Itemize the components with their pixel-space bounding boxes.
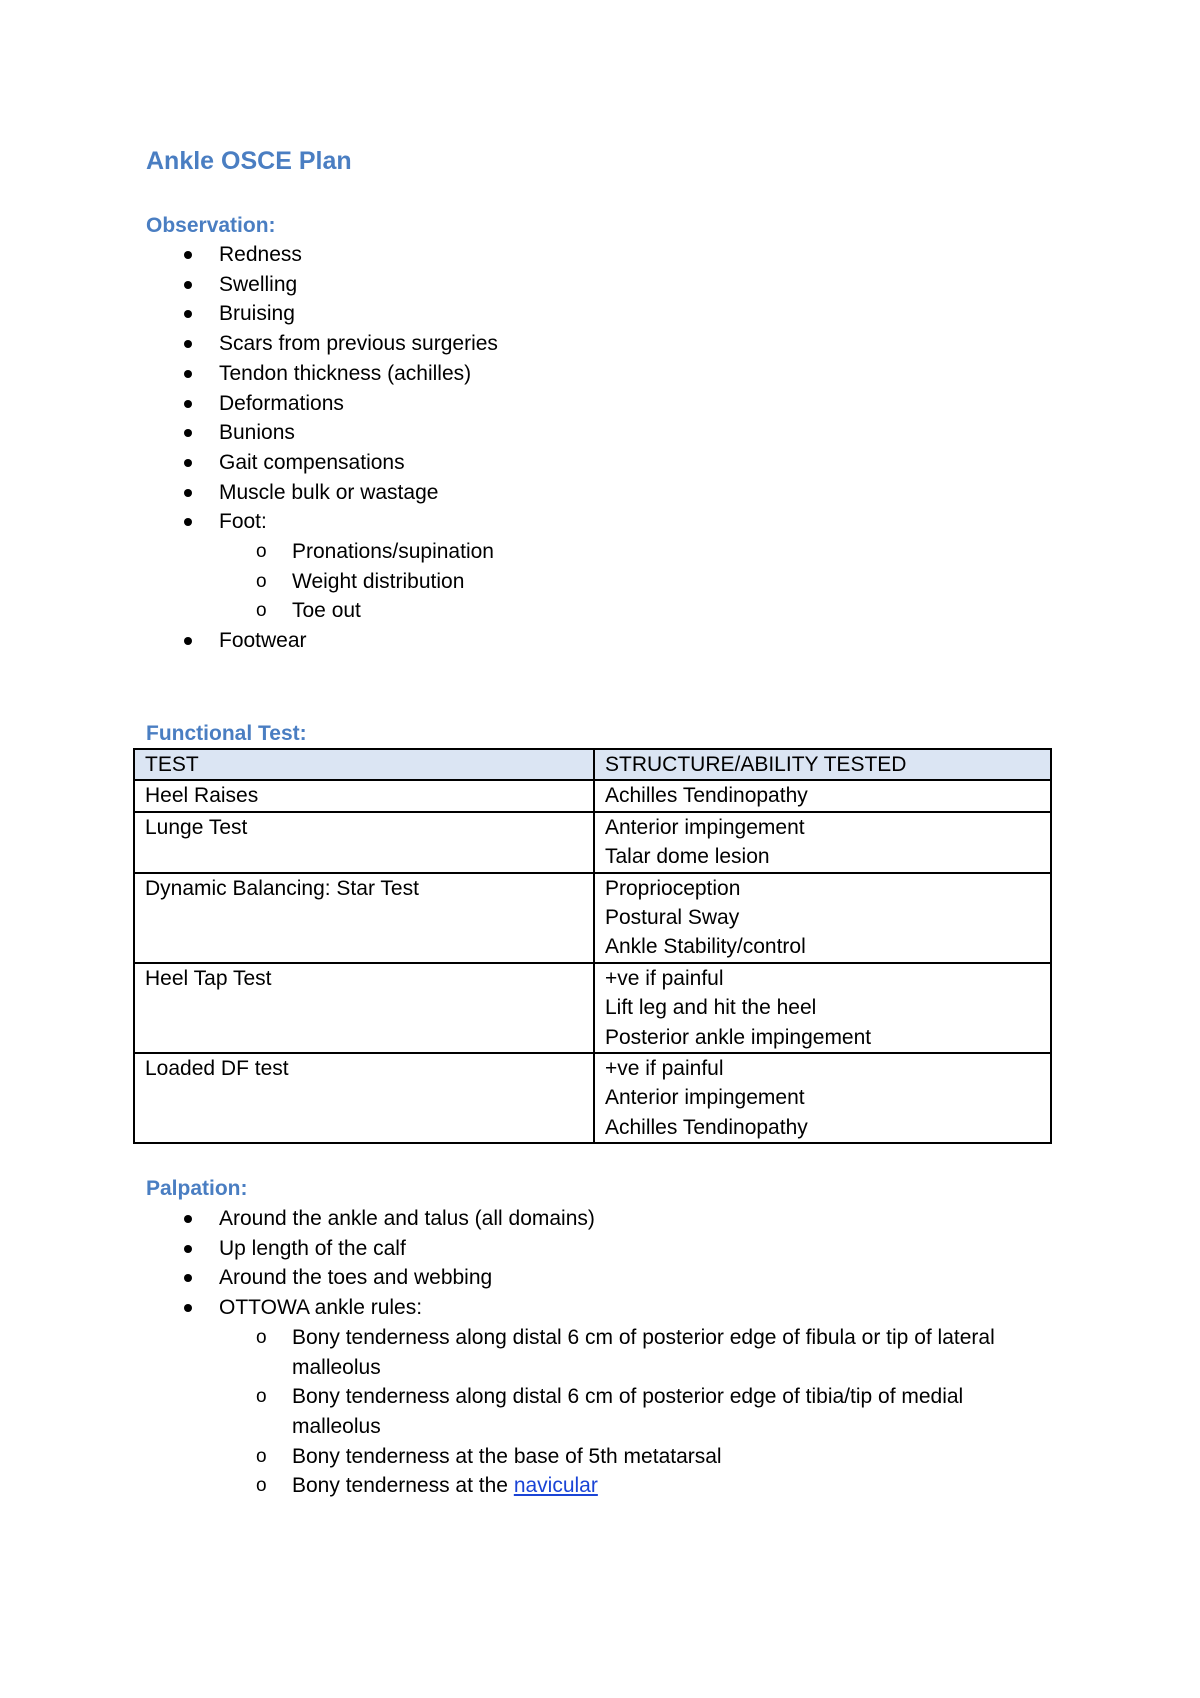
structure-line: Proprioception bbox=[605, 876, 741, 900]
column-header-structure: STRUCTURE/ABILITY TESTED bbox=[594, 749, 1051, 780]
structure-line: Ankle Stability/control bbox=[605, 935, 806, 959]
structure-cell bbox=[594, 963, 1051, 1053]
observation-list bbox=[0, 240, 1052, 656]
list-item: Bruising bbox=[0, 299, 1052, 329]
test-cell: Dynamic Balancing: Star Test bbox=[134, 873, 594, 963]
palpation-list bbox=[0, 1204, 1052, 1501]
observation-heading: Observation: bbox=[146, 214, 276, 237]
list-item-ottowa bbox=[0, 1293, 1052, 1501]
test-cell: Heel Tap Test bbox=[134, 963, 594, 1053]
table-header-row bbox=[134, 749, 1051, 780]
list-item: Muscle bulk or wastage bbox=[0, 478, 1052, 508]
list-item: Tendon thickness (achilles) bbox=[0, 359, 1052, 389]
structure-cell bbox=[594, 873, 1051, 963]
test-cell: Loaded DF test bbox=[134, 1053, 594, 1143]
list-item: Scars from previous surgeries bbox=[0, 329, 1052, 359]
list-item: Around the ankle and talus (all domains) bbox=[0, 1204, 1052, 1234]
list-item-label: Foot: bbox=[219, 510, 267, 534]
structure-cell bbox=[594, 812, 1051, 873]
list-item-foot bbox=[0, 507, 1052, 626]
column-header-test: TEST bbox=[134, 749, 594, 780]
structure-line: Anterior impingement bbox=[605, 1086, 805, 1110]
structure-line: Achilles Tendinopathy bbox=[605, 1115, 808, 1139]
ottowa-sublist bbox=[0, 1323, 1052, 1501]
structure-line: Talar dome lesion bbox=[605, 845, 770, 869]
sub-list-item-text: Bony tenderness at the bbox=[292, 1474, 514, 1498]
navicular-link[interactable]: navicular bbox=[513, 1474, 598, 1498]
list-item-label: OTTOWA ankle rules: bbox=[219, 1296, 423, 1320]
list-item: Bunions bbox=[0, 418, 1052, 448]
table-row bbox=[134, 1053, 1051, 1143]
sub-list-item: o Bony tenderness at the base of 5th metatarsal bbox=[0, 1442, 1052, 1472]
structure-cell bbox=[594, 780, 1051, 811]
table-row bbox=[134, 780, 1051, 811]
sub-list-item-navicular bbox=[0, 1471, 1052, 1501]
functional-test-heading: Functional Test: bbox=[146, 722, 307, 745]
table-row bbox=[134, 812, 1051, 873]
sub-list-item: o Weight distribution bbox=[0, 567, 1052, 597]
sub-list-item: o Bony tenderness along distal 6 cm of posterior edge of fibula or tip of lateral malleolus bbox=[0, 1323, 1052, 1382]
table-row bbox=[134, 873, 1051, 963]
structure-line: Anterior impingement bbox=[605, 815, 805, 839]
structure-line: Achilles Tendinopathy bbox=[605, 784, 808, 808]
sub-list-item: o Toe out bbox=[0, 596, 1052, 626]
sub-list-item: o Pronations/supination bbox=[0, 537, 1052, 567]
list-item: Deformations bbox=[0, 389, 1052, 419]
list-item: Footwear bbox=[0, 626, 1052, 656]
sub-list-item: o Bony tenderness along distal 6 cm of posterior edge of tibia/tip of medial malleolus bbox=[0, 1382, 1052, 1441]
list-item: Gait compensations bbox=[0, 448, 1052, 478]
foot-sublist bbox=[0, 537, 1052, 626]
test-cell: Lunge Test bbox=[134, 812, 594, 873]
structure-cell bbox=[594, 1053, 1051, 1143]
structure-line: Postural Sway bbox=[605, 906, 740, 930]
structure-line: Posterior ankle impingement bbox=[605, 1025, 872, 1049]
table-row bbox=[134, 963, 1051, 1053]
structure-line: +ve if painful bbox=[605, 966, 724, 990]
structure-line: Lift leg and hit the heel bbox=[605, 996, 817, 1020]
list-item: Swelling bbox=[0, 270, 1052, 300]
page-title: Ankle OSCE Plan bbox=[146, 147, 352, 175]
list-item: Redness bbox=[0, 240, 1052, 270]
palpation-heading: Palpation: bbox=[146, 1177, 248, 1200]
list-item: Up length of the calf bbox=[0, 1234, 1052, 1264]
test-cell: Heel Raises bbox=[134, 780, 594, 811]
functional-test-table bbox=[133, 748, 1052, 1144]
structure-line: +ve if painful bbox=[605, 1057, 724, 1081]
list-item: Around the toes and webbing bbox=[0, 1263, 1052, 1293]
